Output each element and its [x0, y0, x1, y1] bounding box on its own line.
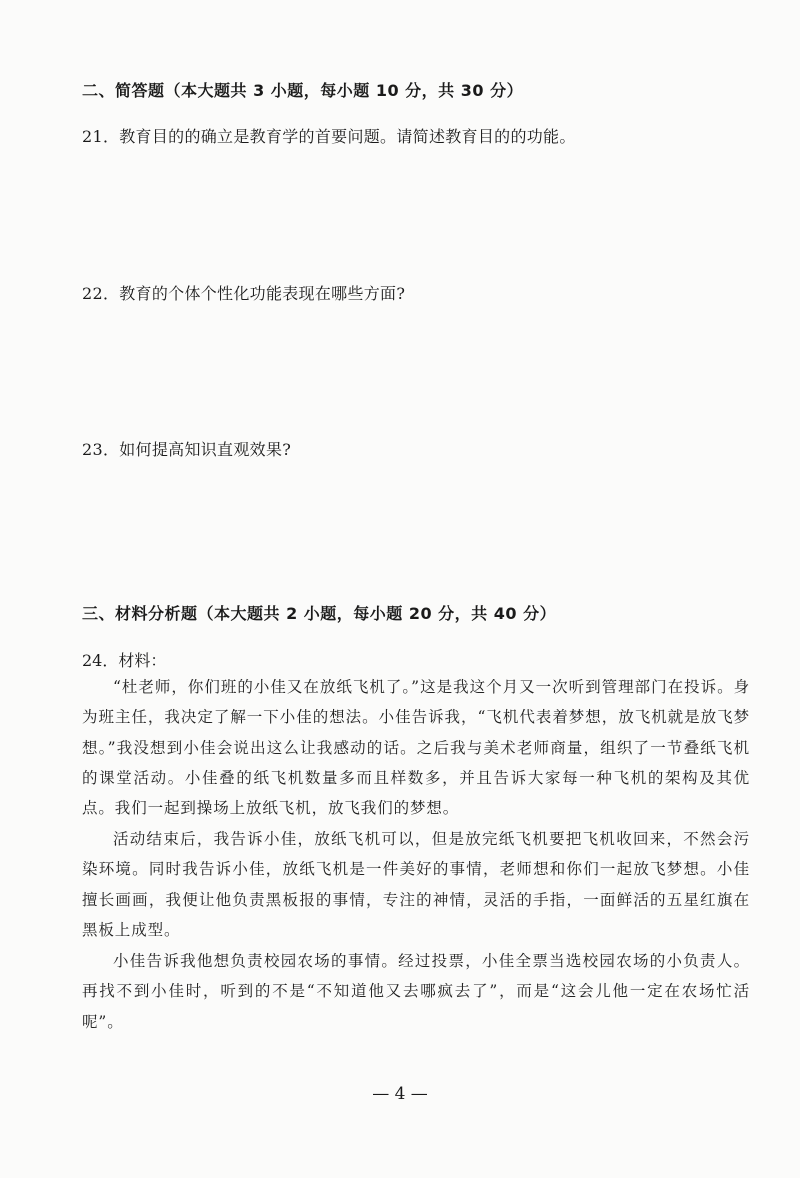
section-3-title: 三、材料分析题（本大题共 2 小题，每小题 20 分，共 40 分）	[82, 604, 557, 623]
material-paragraph-2: 活动结束后，我告诉小佳，放纸飞机可以，但是放完纸飞机要把飞机收回来，不然会污染环境。同时我告诉小佳，放纸飞机是一件美好的事情，老师想和你们一起放飞梦想。小佳擅长画画，我便让他负责黑板报的事情，专注的神情，灵活的手指，一面鲜活的五星红旗在黑板上成型。	[82, 830, 750, 939]
page-number: — 4 —	[372, 1084, 428, 1104]
material-paragraph-1: “杜老师，你们班的小佳又在放纸飞机了。”这是我这个月又一次听到管理部门在投诉。身为班主任，我决定了解一下小佳的想法。小佳告诉我，“飞机代表着梦想，放飞机就是放飞梦想。”我没想到小佳会说出这么让我感动的话。之后我与美术老师商量，组织了一节叠纸飞机的课堂活动。小佳叠的纸飞机数量多而且样数多，并且告诉大家每一种飞机的架构及其优点。我们一起到操场上放纸飞机，放飞我们的梦想。	[82, 678, 750, 818]
question-23: 23．如何提高知识直观效果?	[82, 440, 292, 459]
section-2-title: 二、简答题（本大题共 3 小题，每小题 10 分，共 30 分）	[82, 81, 524, 100]
question-21: 21．教育目的的确立是教育学的首要问题。请简述教育目的的功能。	[82, 127, 576, 146]
material-paragraph-3: 小佳告诉我他想负责校园农场的事情。经过投票，小佳全票当选校园农场的小负责人。再找不到小佳时，听到的不是“不知道他又去哪疯去了”，而是“这会儿他一定在农场忙活呢”。	[82, 952, 750, 1031]
question-22: 22．教育的个体个性化功能表现在哪些方面?	[82, 284, 406, 303]
question-24-material-label: 24．材料：	[82, 651, 167, 670]
